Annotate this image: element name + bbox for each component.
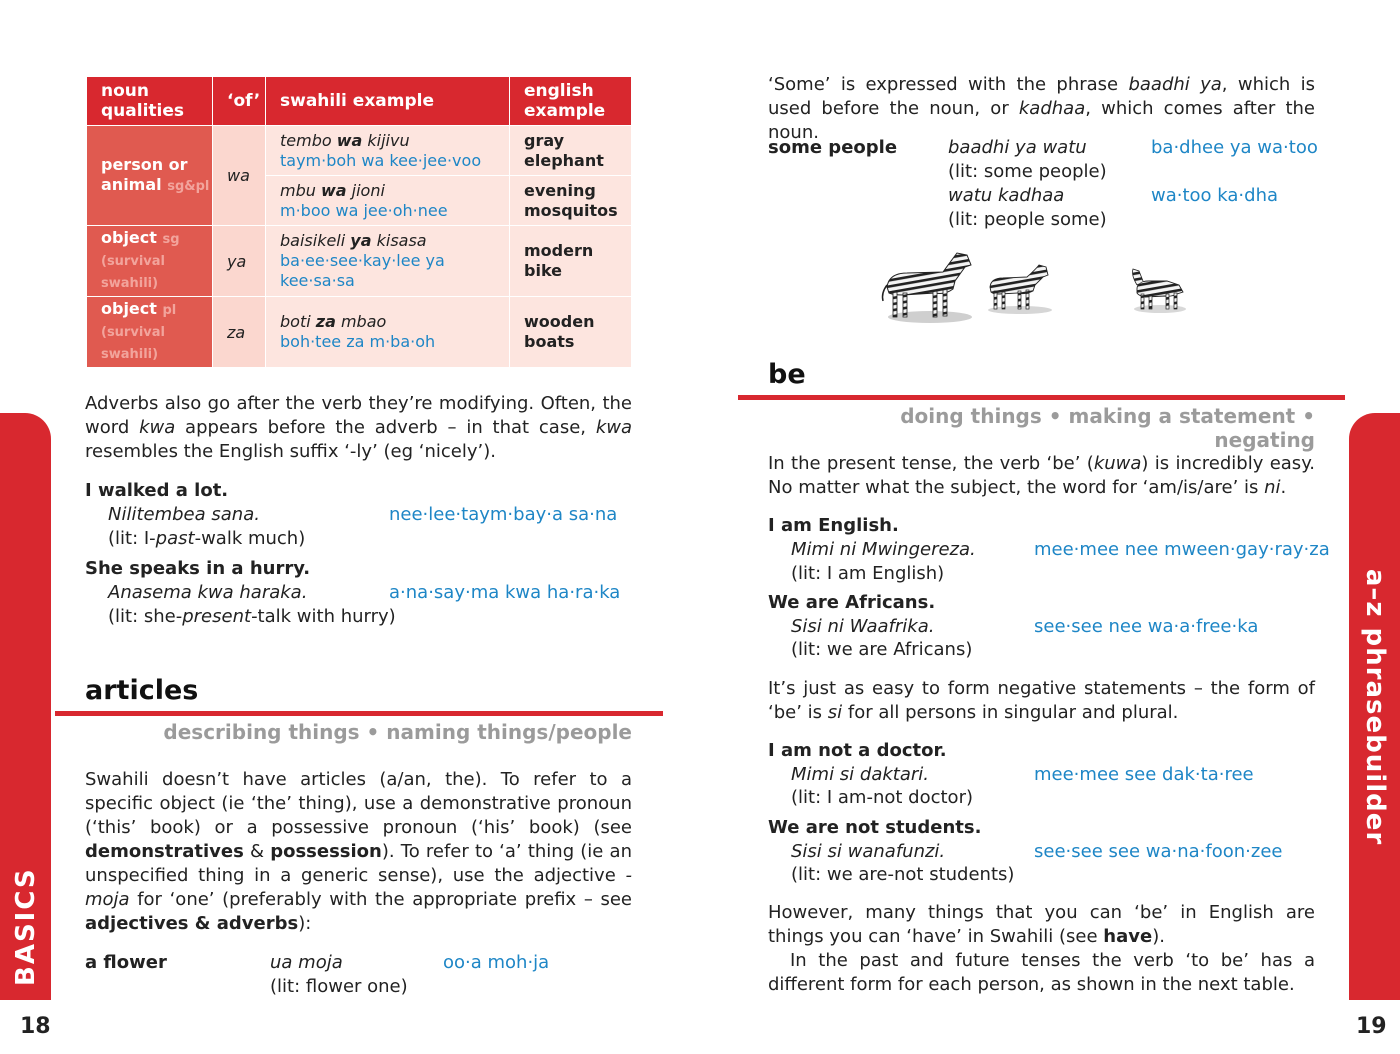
swahili-example-cell: tembo wa kijivu taym·boh wa kee·jee·voo bbox=[266, 126, 510, 176]
example-swahili: Sisi ni Waafrika. bbox=[791, 616, 935, 637]
example-pronunciation: nee·lee·taym·bay·a sa·na bbox=[389, 504, 618, 525]
example-pronunciation: ba·dhee ya wa·too bbox=[1151, 137, 1318, 158]
example-swahili: Mimi si daktari. bbox=[791, 764, 929, 785]
zebra-icon bbox=[988, 265, 1052, 314]
example-swahili: Sisi si wanafunzi. bbox=[791, 841, 946, 862]
col-header: english example bbox=[510, 77, 632, 126]
table-row bbox=[87, 126, 632, 176]
example-pronunciation: a·na·say·ma kwa ha·ra·ka bbox=[389, 582, 621, 603]
articles-paragraph: Swahili doesn’t have articles (a/an, the). To refer to a specific object (ie ‘the’ thing), use a demonstrative pronoun (‘this’ book) or a possessive pronoun (‘his’ book) (see demonstratives & possession). To refer to ‘a’ thing (ie an unspecified thing in a generic sense), use the adjective -moja for ‘one’ (preferably with the appropriate prefix – see adjectives & adverbs): bbox=[85, 769, 632, 934]
be-paragraph: In the present tense, the verb ‘be’ (kuwa) is incredibly easy. No matter what the subject, the word for ‘am/is/are’ is ni. bbox=[768, 453, 1315, 498]
example-pronunciation: mee·mee nee mween·gay·ray·za bbox=[1034, 539, 1330, 560]
example-pronunciation: see·see see wa·na·foon·zee bbox=[1034, 841, 1283, 862]
some-paragraph: ‘Some’ is expressed with the phrase baadhi ya, which is used before the noun, or kadhaa, which comes after the noun. bbox=[768, 74, 1315, 143]
section-heading-be: be bbox=[768, 359, 806, 390]
example-english: some people bbox=[768, 137, 898, 158]
example-swahili: watu kadhaa bbox=[948, 185, 1065, 206]
example-literal: (lit: some people) bbox=[948, 161, 1107, 182]
table-row bbox=[87, 297, 632, 368]
negative-paragraph: It’s just as easy to form negative statements – the form of ‘be’ is si for all persons in singular and plural. bbox=[768, 678, 1315, 723]
example-pronunciation: oo·a moh·ja bbox=[443, 952, 550, 973]
of-cell: wa bbox=[213, 126, 266, 226]
section-rule bbox=[55, 711, 663, 716]
english-example-cell: modern bike bbox=[510, 226, 632, 297]
example-literal: (lit: people some) bbox=[948, 209, 1107, 230]
example-literal: (lit: flower one) bbox=[270, 976, 408, 997]
example-literal: (lit: we are Africans) bbox=[791, 639, 973, 660]
col-header: swahili example bbox=[266, 77, 510, 126]
example-english: I am English. bbox=[768, 515, 899, 536]
of-cell: ya bbox=[213, 226, 266, 297]
example-swahili: Anasema kwa haraka. bbox=[108, 582, 308, 603]
page-number: 18 bbox=[20, 1014, 51, 1039]
col-header: ‘of’ bbox=[213, 77, 266, 126]
adverbs-paragraph: Adverbs also go after the verb they’re modifying. Often, the word kwa appears before the adverb – in that case, kwa resembles the English suffix ‘-ly’ (eg ‘nicely’). bbox=[85, 393, 632, 462]
noun-quality-cell: object sg (survival swahili) bbox=[87, 226, 213, 297]
example-english: We are not students. bbox=[768, 817, 982, 838]
noun-quality-cell: person or animal sg&pl bbox=[87, 126, 213, 226]
example-literal: (lit: I am-not doctor) bbox=[791, 787, 973, 808]
page-number: 19 bbox=[1356, 1014, 1387, 1039]
example-english: We are Africans. bbox=[768, 592, 936, 613]
english-example-cell: wooden boats bbox=[510, 297, 632, 368]
col-header: noun qualities bbox=[87, 77, 213, 126]
section-rule bbox=[738, 395, 1345, 400]
example-pronunciation: wa·too ka·dha bbox=[1151, 185, 1279, 206]
zebra-icon bbox=[1133, 269, 1187, 313]
example-pronunciation: see·see nee wa·a·free·ka bbox=[1034, 616, 1259, 637]
section-tags: describing things • naming things/people bbox=[163, 720, 632, 744]
example-swahili: baadhi ya watu bbox=[948, 137, 1087, 158]
side-tab-label: BASICS bbox=[10, 867, 41, 986]
english-example-cell: evening mosquitos bbox=[510, 176, 632, 226]
section-tags: doing things • making a statement • negating bbox=[900, 404, 1315, 452]
swahili-example-cell: baisikeli ya kisasa ba·ee·see·kay·lee ya kee·sa·sa bbox=[266, 226, 510, 297]
side-tab-basics bbox=[0, 413, 51, 1000]
noun-quality-cell: object pl (survival swahili) bbox=[87, 297, 213, 368]
swahili-example-cell: mbu wa jioni m·boo wa jee·oh·nee bbox=[266, 176, 510, 226]
english-example-cell: gray elephant bbox=[510, 126, 632, 176]
example-literal: (lit: I am English) bbox=[791, 563, 945, 584]
example-pronunciation: mee·mee see dak·ta·ree bbox=[1034, 764, 1254, 785]
example-swahili: ua moja bbox=[270, 952, 343, 973]
noun-qualities-table bbox=[86, 76, 632, 368]
example-english: I walked a lot. bbox=[85, 480, 229, 501]
zebra-illustration bbox=[875, 245, 1195, 330]
section-heading-articles: articles bbox=[85, 675, 199, 706]
example-english: I am not a doctor. bbox=[768, 740, 947, 761]
example-literal: (lit: we are-not students) bbox=[791, 864, 1015, 885]
zebra-icon bbox=[883, 253, 973, 323]
example-english: She speaks in a hurry. bbox=[85, 558, 311, 579]
side-tab-label: a–z phrasebuilder bbox=[1359, 568, 1390, 846]
example-swahili: Nilitembea sana. bbox=[108, 504, 260, 525]
example-english: a flower bbox=[85, 952, 167, 973]
table-header-row bbox=[87, 77, 632, 126]
example-literal: (lit: she-present-talk with hurry) bbox=[108, 606, 396, 627]
example-literal: (lit: I-past-walk much) bbox=[108, 528, 306, 549]
side-tab-phrasebuilder bbox=[1349, 413, 1400, 1000]
of-cell: za bbox=[213, 297, 266, 368]
however-paragraph: However, many things that you can ‘be’ in English are things you can ‘have’ in Swahili (see have). In the past and future tenses the verb ‘to be’ has a different form for each person, as shown in the next table. bbox=[768, 902, 1315, 995]
swahili-example-cell: boti za mbao boh·tee za m·ba·oh bbox=[266, 297, 510, 368]
table-row bbox=[87, 226, 632, 297]
example-swahili: Mimi ni Mwingereza. bbox=[791, 539, 976, 560]
